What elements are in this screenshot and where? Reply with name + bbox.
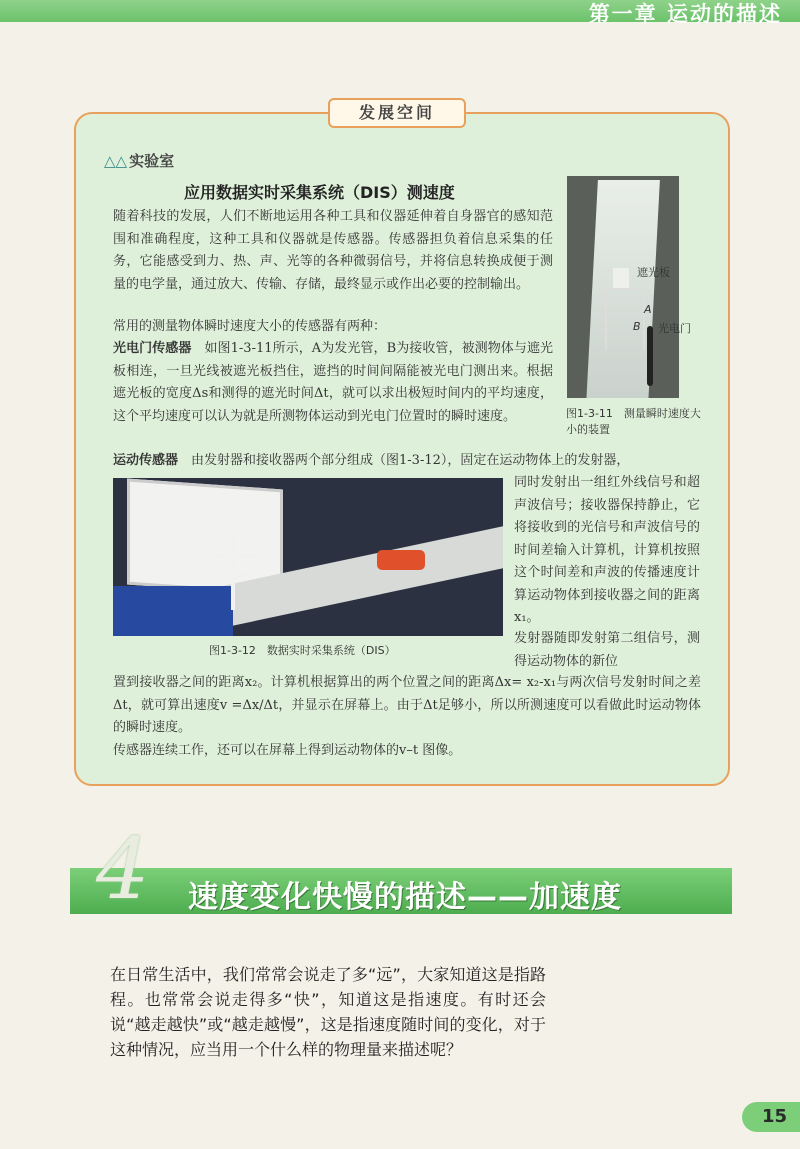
paragraph-motion-sensor: [113, 450, 701, 473]
term-motion-sensor: 运动传感器: [113, 453, 179, 468]
section-title: 速度变化快慢的描述——加速度: [188, 880, 622, 915]
paragraph-velocity-calc: 置到接收器之间的距离x₂。计算机根据算出的两个位置之间的距离Δx= x₂-x₁与两次信号发射时间之差Δt，就可算出速度v =Δx/Δt，并显示在屏幕上。由于Δt足够小，所以所测速度可以看做此时运动物体的瞬时速度。: [113, 675, 701, 735]
label-a: A: [644, 303, 652, 316]
figure-dis-image: [113, 478, 503, 636]
page-number: 15: [742, 1102, 800, 1132]
paragraph-sensor-types: 常用的测量物体瞬时速度大小的传感器有两种：: [113, 319, 387, 334]
paragraph-motion-sensor-text: 由发射器和接收器两个部分组成（图1-3-12），固定在运动物体上的发射器，: [178, 453, 630, 468]
chapter-header-band: [0, 0, 800, 26]
figure-photogate-image: [567, 176, 679, 398]
section-number: 4: [96, 820, 150, 918]
term-photogate: 光电门传感器: [113, 341, 192, 356]
lab-label: [104, 150, 174, 171]
intro-paragraph: 在日常生活中，我们常常会说走了多“远”，大家知道这是指路程。也常常会说走得多“快”，知道这是指速度。有时还会说“越走越快”或“越走越慢”，这是指速度随时间的变化，对于这种情况，应当用一个什么样的物理量来描述呢？: [110, 965, 546, 1059]
paragraph-vt-graph: 传感器连续工作，还可以在屏幕上得到运动物体的v–t 图像。: [113, 743, 462, 758]
figure-1-3-12-caption: 图1-3-12 数据实时采集系统（DIS）: [209, 644, 396, 657]
box-tab-label: 发展空间: [328, 98, 466, 128]
figure-1-3-11-caption: 图1-3-11 测量瞬时速度大小的装置: [566, 407, 701, 436]
paragraph-photogate-text: 如图1-3-11所示，A为发光管，B为接收管，被测物体与遮光板相连，一旦光线被遮光板挡住，遮挡的时间间隔能被光电门测出来。根据遮光板的宽度Δs和测得的遮光时间Δt，就可以求出极短时间内的平均速度，这个平均速度可以认为就是所测物体运动到光电门位置时的瞬时速度。: [113, 341, 553, 424]
lab-label-text: 实验室: [129, 152, 175, 170]
paragraph-intro: 随着科技的发展，人们不断地运用各种工具和仪器延伸着自身器官的感知范围和准确程度，这种工具和仪器就是传感器。传感器担负着信息采集的任务，它能感受到力、热、声、光等的各种微弱信号，并将信息转换成便于测量的电学量，通过放大、传输、存储，最终显示或作出必要的控制输出。: [113, 209, 553, 292]
lab-heading: 应用数据实时采集系统（DIS）测速度: [184, 183, 455, 202]
chapter-title: 第一章 运动的描述: [588, 2, 782, 26]
paragraph-second-signal: 发射器随即发射第二组信号，测得运动物体的新位: [514, 631, 700, 669]
label-vane: 遮光板: [637, 266, 670, 279]
lab-flask-icon: △△: [104, 152, 128, 170]
paragraph-motion-sensor-cont: 同时发射出一组红外线信号和超声波信号；接收器保持静止，它将接收到的光信号和声波信号的时间差输入计算机，计算机按照这个时间差和声波的传播速度计算运动物体到接收器之间的距离x₁。: [514, 475, 700, 625]
label-b: B: [633, 320, 641, 333]
label-photogate: 光电门: [658, 322, 691, 335]
paragraph-photogate: [113, 338, 553, 428]
